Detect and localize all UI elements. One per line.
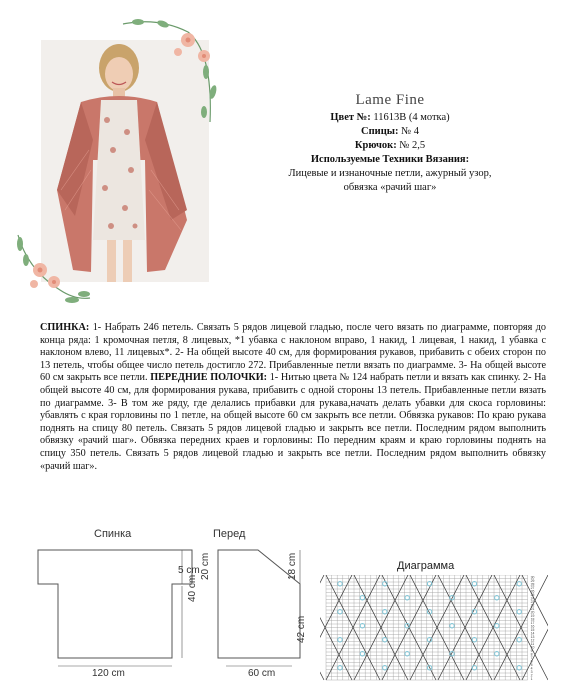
color-value: 11613B (4 мотка) bbox=[370, 112, 450, 123]
diagram-row-number: 6 bbox=[530, 659, 533, 664]
diagram-row-number: 14 bbox=[530, 631, 535, 636]
front-label: ПЕРЕДНИЕ ПОЛОЧКИ: bbox=[150, 372, 268, 384]
stitch-diagram bbox=[320, 575, 548, 683]
diagram-row-number: 8 bbox=[530, 652, 533, 657]
diagram-row-number: 18 bbox=[530, 617, 535, 622]
instructions-text bbox=[40, 322, 546, 473]
needles-line bbox=[250, 125, 530, 139]
techniques-line-2: обвязка «рачий шаг» bbox=[343, 182, 437, 193]
back-schematic-title: Спинка bbox=[94, 528, 132, 540]
hook-line bbox=[250, 139, 530, 153]
techniques-label: Используемые Техники Вязания: bbox=[310, 154, 470, 165]
needles-label: Спицы: bbox=[361, 126, 399, 137]
diagram-row-number: 30 bbox=[530, 575, 535, 580]
diagram-row-number: 11 bbox=[530, 642, 535, 646]
techniques-line-1: Лицевые и изнаночные петли, ажурный узор, bbox=[288, 168, 492, 179]
diagram-row-number: 23 bbox=[530, 600, 535, 604]
diagram-row-number: 29 bbox=[530, 579, 535, 583]
needles-value: № 4 bbox=[398, 126, 419, 137]
hook-label: Крючок: bbox=[354, 140, 397, 151]
diagram-row-number: 19 bbox=[530, 614, 535, 618]
diagram-row-number: 9 bbox=[530, 649, 533, 653]
front-body-height: 42 cm bbox=[296, 615, 307, 643]
front-top-height: 20 cm bbox=[200, 552, 211, 580]
diagram-row-number: 1 bbox=[530, 677, 533, 681]
diagram-row-number: 17 bbox=[530, 621, 535, 625]
diagram-title: Диаграмма bbox=[397, 560, 455, 572]
diagram-row-number: 13 bbox=[530, 635, 535, 639]
diagram-row-number: 4 bbox=[530, 666, 533, 671]
front-neck-height: 18 cm bbox=[287, 552, 298, 580]
diagram-row-number: 27 bbox=[530, 586, 535, 590]
color-label: Цвет №: bbox=[330, 112, 371, 123]
front-schematic-title: Перед bbox=[213, 528, 246, 540]
pattern-header bbox=[250, 93, 530, 195]
hook-value: № 2,5 bbox=[396, 140, 426, 151]
back-width: 120 cm bbox=[92, 668, 125, 679]
diagram-row-number: 16 bbox=[530, 624, 535, 629]
diagram-row-number: 28 bbox=[530, 582, 535, 587]
diagram-row-number: 21 bbox=[530, 607, 535, 611]
diagram-row-number: 7 bbox=[530, 656, 533, 660]
diagram-row-number: 22 bbox=[530, 603, 535, 608]
diagram-row-number: 24 bbox=[530, 596, 535, 601]
diagram-row-numbers bbox=[531, 576, 535, 682]
floral-decoration-top bbox=[118, 12, 233, 127]
back-label: СПИНКА: bbox=[40, 322, 90, 333]
diagram-row-number: 25 bbox=[530, 593, 535, 597]
back-body-height: 40 cm bbox=[187, 574, 198, 602]
back-schematic bbox=[36, 546, 196, 676]
color-line bbox=[250, 111, 530, 125]
diagram-row-number: 2 bbox=[530, 673, 533, 678]
diagram-row-number: 15 bbox=[530, 628, 535, 632]
diagram-row-number: 3 bbox=[530, 670, 533, 674]
diagram-row-number: 20 bbox=[530, 610, 535, 615]
yarn-name: Lame Fine bbox=[355, 92, 425, 108]
back-instructions: 1- Набрать 246 петель. Связать 5 рядов лицевой гладью, после чего вязать по диаграмме, повторяя до конца ряда: 1 кромочная петля, 8 лицевых, *1 убавка с наклоном вправо, 1 накид, 1 лицевая, 1 накид, 1 убавка с наклоном влево, 11 лицевых*. 2- На общей высоте 40 см, для формирования рукавов, прибавить с обеих сторон по 13 петель, чтобы общее число петель достигло 272. Прибавленные петли вязать по диаграмме. 3- На общей высоте 60 см закрыть все петли. bbox=[40, 322, 546, 384]
back-sleeve-height: 5 cm bbox=[178, 565, 200, 576]
front-instructions: 1- Нитью цвета № 124 набрать петли и вязать как спинку. 2- На общей высоте 40 см, для формирования рукава, прибавить с одной стороны 13 петель. Прибавленные петли вязать по диаграмме. 3- В том же ряду, где делались прибавки для рукава,начать делать убавки для скоса горловины: убавлять с края горловины по 1 петле, на общей высоте 60 см закрыть все петли. Обвязка рукавов: По краю рукава поднять на спицу 80 петель. Связать 5 рядов лицевой гладью и закрыть все петли. Последним рядом выполнить обвязку «рачий шаг». Обвязка передних краев и горловины: По передним краям и краю горловины поднять на спицу 350 петель. Связать 5 рядов лицевой гладью и закрыть все петли. Последним рядом выполнить обвязку «рачий шаг». bbox=[40, 372, 547, 472]
diagram-row-number: 5 bbox=[530, 663, 533, 667]
diagram-row-number: 10 bbox=[530, 645, 535, 650]
diagram-row-number: 26 bbox=[530, 589, 535, 594]
front-width: 60 cm bbox=[248, 668, 276, 679]
diagram-row-number: 12 bbox=[530, 638, 535, 643]
floral-decoration-bottom bbox=[10, 230, 95, 310]
